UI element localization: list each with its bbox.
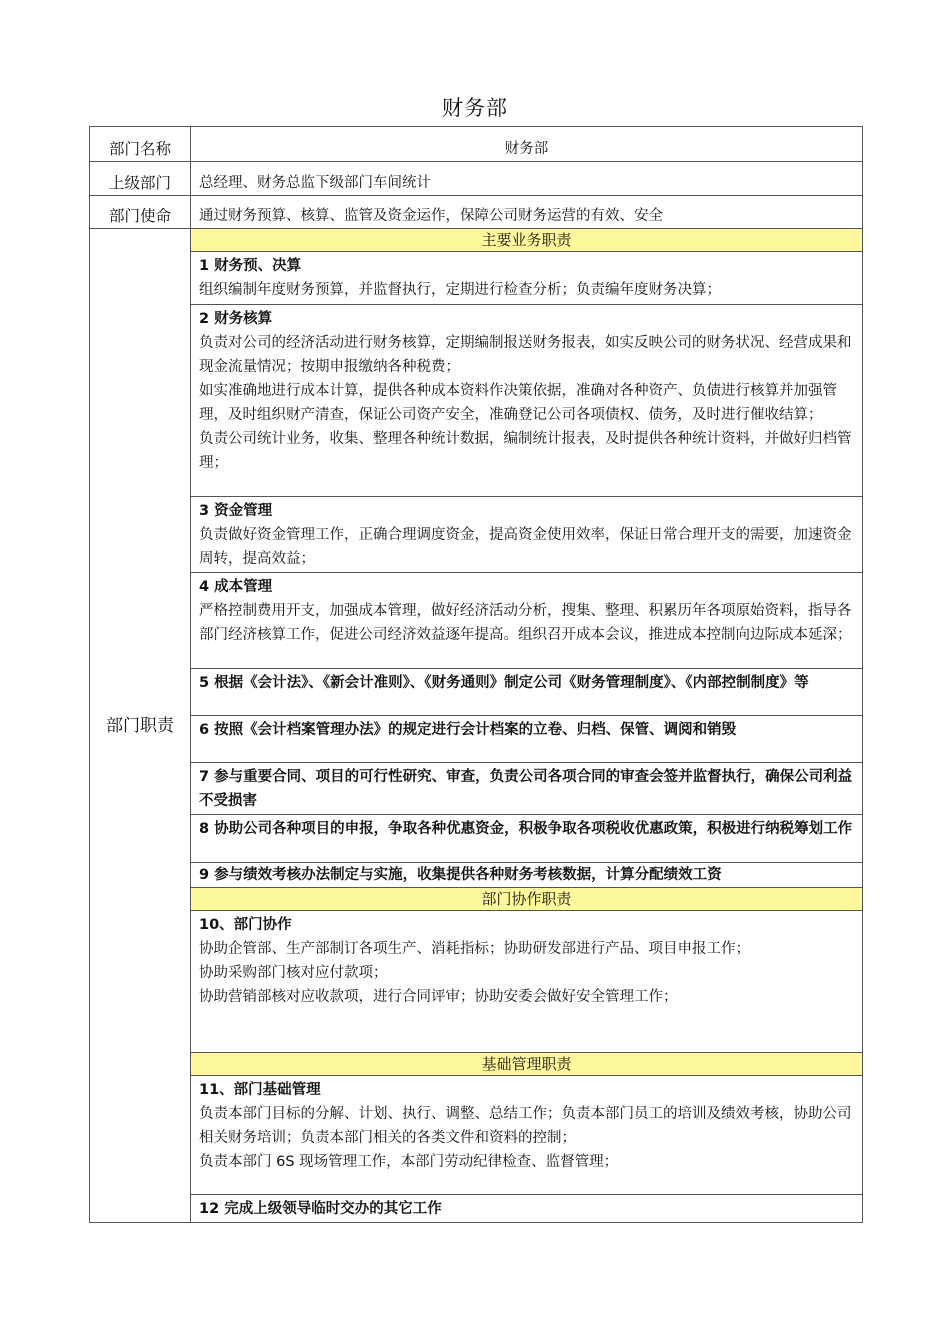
superior-label: 上级部门 — [90, 162, 191, 196]
superior-value: 总经理、财务总监下级部门车间统计 — [191, 162, 863, 196]
duty-item-4-head: 4 成本管理 — [199, 579, 273, 595]
duty-item-5: 5 根据《会计法》、《新会计准则》、《财务通则》制定公司《财务管理制度》、《内部控制制度》等 — [191, 669, 863, 716]
duty-item-10-line-2: 协助采购部门核对应付款项； — [199, 965, 388, 981]
mission-label: 部门使命 — [90, 196, 191, 229]
department-table — [89, 126, 863, 1223]
duty-item-4-line-1: 严格控制费用开支，加强成本管理，做好经济活动分析，搜集、整理、积累历年各项原始资料，指导各部门经济核算工作，促进公司经济效益逐年提高。组织召开成本会议，推进成本控制向边际成本延深； — [199, 603, 852, 643]
duty-item-11-line-1: 负责本部门目标的分解、计划、执行、调整、总结工作；负责本部门员工的培训及绩效考核，协助公司相关财务培训；负责本部门相关的各类文件和资料的控制； — [199, 1106, 852, 1146]
duty-item-10 — [191, 911, 863, 1053]
duty-item-2-head: 2 财务核算 — [199, 311, 273, 327]
basic-duties-header: 基础管理职责 — [191, 1053, 863, 1076]
duty-item-10-line-1: 协助企管部、生产部制订各项生产、消耗指标；协助研发部进行产品、项目申报工作； — [199, 941, 750, 957]
duty-item-3-line-1: 负责做好资金管理工作，正确合理调度资金，提高资金使用效率，保证日常合理开支的需要，加速资金周转，提高效益； — [199, 527, 852, 567]
duty-item-1 — [191, 252, 863, 305]
duty-item-12: 12 完成上级领导临时交办的其它工作 — [191, 1195, 863, 1223]
duties-label: 部门职责 — [90, 229, 191, 1223]
duty-item-3 — [191, 497, 863, 573]
duty-item-10-head: 10、部门协作 — [199, 917, 292, 933]
duty-item-8: 8 协助公司各种项目的申报，争取各种优惠资金，积极争取各项税收优惠政策，积极进行纳税筹划工作 — [191, 815, 863, 863]
duty-item-6: 6 按照《会计档案管理办法》的规定进行会计档案的立卷、归档、保管、调阅和销毁 — [191, 716, 863, 763]
mission-value: 通过财务预算、核算、监管及资金运作，保障公司财务运营的有效、安全 — [191, 196, 863, 229]
duty-item-10-line-3: 协助营销部核对应收款项，进行合同评审；协助安委会做好安全管理工作； — [199, 989, 678, 1005]
duty-item-2-line-3: 负责公司统计业务，收集、整理各种统计数据，编制统计报表，及时提供各种统计资料，并做好归档管理； — [199, 431, 852, 471]
duty-item-1-head: 1 财务预、决算 — [199, 258, 302, 274]
duty-item-11-line-2: 负责本部门 6S 现场管理工作，本部门劳动纪律检查、监督管理； — [199, 1154, 619, 1170]
duty-item-2 — [191, 305, 863, 497]
page-title: 财务部 — [442, 96, 508, 120]
duty-item-11-head: 11、部门基础管理 — [199, 1082, 321, 1098]
duty-item-1-line-1: 组织编制年度财务预算，并监督执行，定期进行检查分析；负责编年度财务决算； — [199, 282, 721, 298]
duty-item-4 — [191, 573, 863, 669]
coop-duties-header: 部门协作职责 — [191, 888, 863, 911]
main-duties-header: 主要业务职责 — [191, 229, 863, 252]
duty-item-2-line-1: 负责对公司的经济活动进行财务核算，定期编制报送财务报表，如实反映公司的财务状况、经营成果和现金流量情况；按期申报缴纳各种税费； — [199, 335, 852, 375]
dept-name-value: 财务部 — [191, 127, 863, 162]
duty-item-2-line-2: 如实准确地进行成本计算，提供各种成本资料作决策依据，准确对各种资产、负债进行核算并加强管理，及时组织财产清查，保证公司资产安全，准确登记公司各项债权、债务，及时进行催收结算； — [199, 383, 837, 423]
duty-item-11 — [191, 1076, 863, 1195]
dept-name-label: 部门名称 — [90, 127, 191, 162]
duty-item-7: 7 参与重要合同、项目的可行性研究、审查，负责公司各项合同的审查会签并监督执行，确保公司利益不受损害 — [191, 763, 863, 815]
duty-item-9: 9 参与绩效考核办法制定与实施，收集提供各种财务考核数据，计算分配绩效工资 — [191, 863, 863, 888]
duty-item-3-head: 3 资金管理 — [199, 503, 273, 519]
